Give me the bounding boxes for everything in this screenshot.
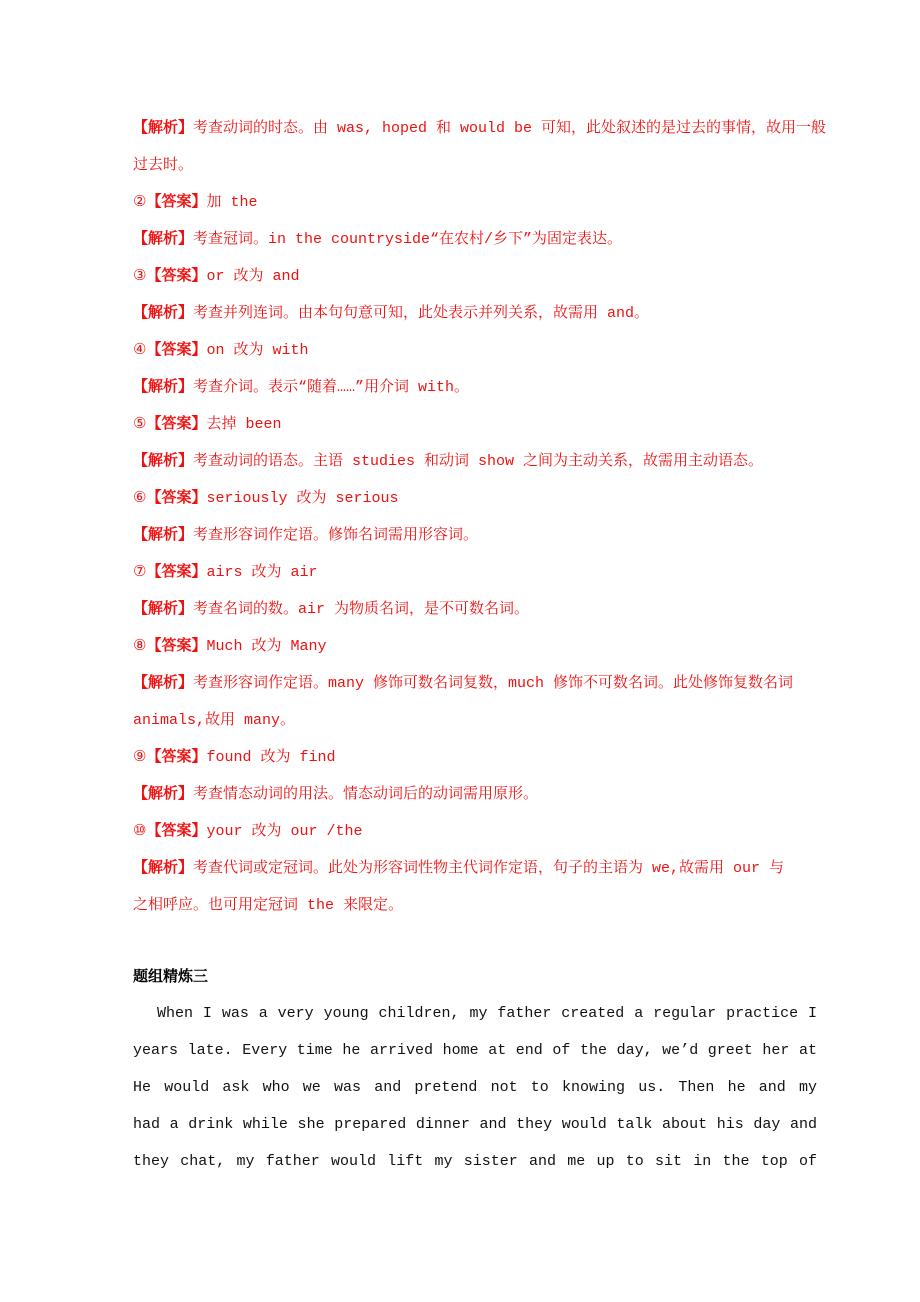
line-text: Much 改为 Many	[206, 638, 327, 655]
explanation-continuation	[133, 887, 817, 924]
line-text: 去掉 been	[206, 416, 282, 433]
line-text: 过去时。	[133, 157, 194, 174]
line-text: 考查代词或定冠词。此处为形容词性物主代词作定语，句子的主语为 we,故需用 our 与	[193, 860, 785, 877]
bracket-tag: 【解析】	[133, 231, 194, 248]
line-text: 考查并列连词。由本句句意可知，此处表示并列关系，故需用 and。	[193, 305, 650, 322]
explanation-line	[133, 443, 817, 480]
answer-line	[133, 406, 817, 443]
explanation-line	[133, 110, 827, 147]
bracket-tag: 【解析】	[133, 305, 194, 322]
line-text: 考查形容词作定语。修饰名词需用形容词。	[193, 527, 479, 544]
bracket-tag: 【解析】	[133, 675, 194, 692]
item-number: ⑦	[133, 564, 147, 581]
line-text: your 改为 our /the	[206, 823, 363, 840]
bracket-tag: 【解析】	[133, 379, 194, 396]
bracket-tag: 【答案】	[146, 268, 207, 285]
line-text: or 改为 and	[206, 268, 300, 285]
item-number: ⑧	[133, 638, 147, 655]
explanation-line	[133, 369, 817, 406]
bracket-tag: 【解析】	[133, 120, 194, 137]
answer-explanations	[133, 110, 827, 924]
explanation-line	[133, 221, 817, 258]
passage-line: When I was a very young children, my father created a regular practice I	[157, 1005, 817, 1022]
bracket-tag: 【解析】	[133, 453, 194, 470]
line-text: found 改为 find	[206, 749, 336, 766]
answer-line	[133, 628, 817, 665]
line-text: 考查情态动词的用法。情态动词后的动词需用原形。	[193, 786, 539, 803]
answer-line	[133, 258, 817, 295]
line-text: on 改为 with	[206, 342, 309, 359]
line-text: seriously 改为 serious	[206, 490, 399, 507]
section-title: 题组精炼三	[133, 967, 209, 985]
explanation-line	[133, 850, 817, 887]
bracket-tag: 【解析】	[133, 860, 194, 877]
bracket-tag: 【答案】	[146, 749, 207, 766]
bracket-tag: 【解析】	[133, 601, 194, 618]
item-number: ④	[133, 342, 147, 359]
explanation-line	[133, 665, 817, 702]
answer-line	[133, 554, 817, 591]
passage-line: had a drink while she prepared dinner and they would talk about his day and	[133, 1116, 817, 1133]
passage-line: they chat, my father would lift my sister and me up to sit in the top of	[133, 1153, 817, 1170]
explanation-line	[133, 295, 817, 332]
item-number: ⑥	[133, 490, 147, 507]
passage-line: He would ask who we was and pretend not to knowing us. Then he and my	[133, 1079, 817, 1096]
bracket-tag: 【答案】	[146, 342, 207, 359]
line-text: airs 改为 air	[206, 564, 318, 581]
item-number: ③	[133, 268, 147, 285]
bracket-tag: 【解析】	[133, 527, 194, 544]
bracket-tag: 【答案】	[146, 823, 207, 840]
explanation-continuation	[133, 702, 817, 739]
explanation-line	[133, 776, 817, 813]
answer-line	[133, 480, 817, 517]
explanation-line	[133, 517, 817, 554]
line-text: 考查介词。表示“随着……”用介词 with。	[193, 379, 470, 396]
line-text: 考查名词的数。air 为物质名词，是不可数名词。	[193, 601, 530, 618]
bracket-tag: 【答案】	[146, 564, 207, 581]
item-number: ⑩	[133, 823, 147, 840]
line-text: 考查动词的时态。由 was, hoped 和 would be 可知，此处叙述的是过去的事情，故用一般	[193, 120, 827, 137]
line-text: 加 the	[206, 194, 258, 211]
explanation-continuation	[133, 147, 817, 184]
answer-line	[133, 184, 817, 221]
line-text: 考查冠词。in the countryside“在农村/乡下”为固定表达。	[193, 231, 623, 248]
item-number: ⑤	[133, 416, 147, 433]
bracket-tag: 【答案】	[146, 490, 207, 507]
explanation-line	[133, 591, 817, 628]
item-number: ⑨	[133, 749, 147, 766]
bracket-tag: 【答案】	[146, 194, 207, 211]
answer-line	[133, 739, 817, 776]
bracket-tag: 【解析】	[133, 786, 194, 803]
passage-line: years late. Every time he arrived home at end of the day, we’d greet her at	[133, 1042, 817, 1059]
answer-line	[133, 813, 817, 850]
answer-line	[133, 332, 817, 369]
bracket-tag: 【答案】	[146, 416, 207, 433]
line-text: 之相呼应。也可用定冠词 the 来限定。	[133, 897, 404, 914]
line-text: 考查形容词作定语。many 修饰可数名词复数，much 修饰不可数名词。此处修饰复数名词	[193, 675, 794, 692]
item-number: ②	[133, 194, 147, 211]
bracket-tag: 【答案】	[146, 638, 207, 655]
passage	[133, 995, 817, 1180]
line-text: animals,故用 many。	[133, 712, 296, 729]
line-text: 考查动词的语态。主语 studies 和动词 show 之间为主动关系，故需用主动语态。	[193, 453, 764, 470]
